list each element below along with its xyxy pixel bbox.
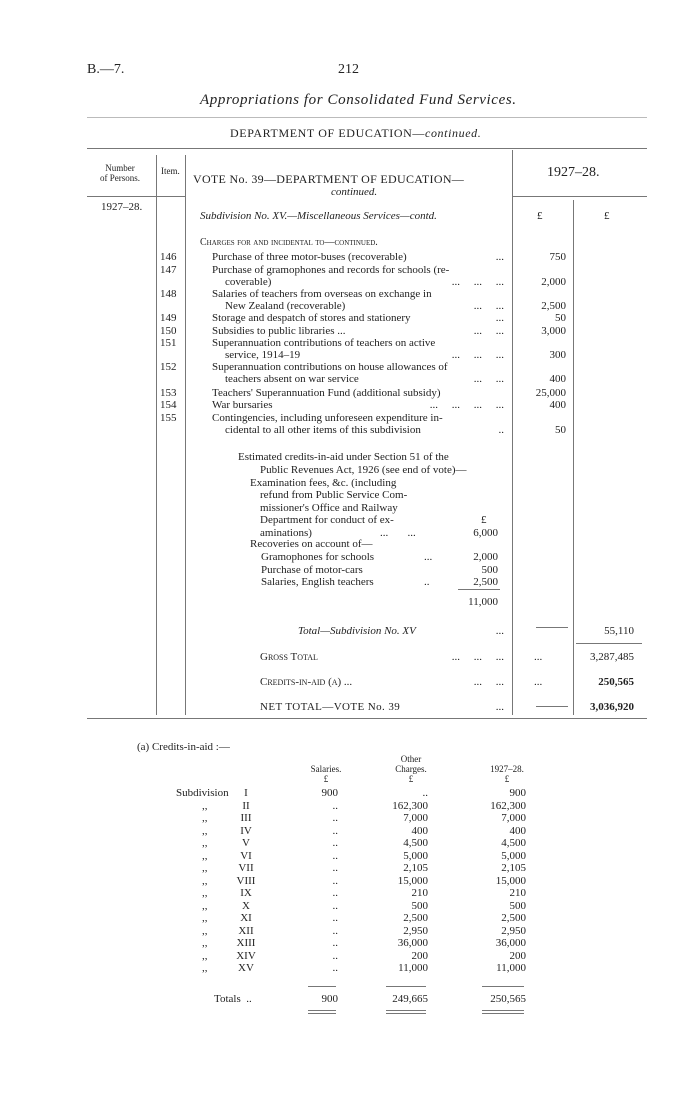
title-rule xyxy=(87,117,647,118)
item-number: 149 xyxy=(160,312,177,324)
recovery-label: Salaries, English teachers xyxy=(261,576,374,588)
subdivision-roman: XIV xyxy=(236,949,256,962)
leader-dots: ... ... ... xyxy=(451,349,504,361)
subdivision-label: ,, xyxy=(202,862,208,874)
column-divider xyxy=(156,155,157,715)
item-description: New Zealand (recoverable) xyxy=(225,300,346,312)
other-charges-value: .. xyxy=(422,787,428,799)
totals-other: 249,665 xyxy=(392,993,428,1005)
total-label: Credits-in-aid (a) ... xyxy=(260,676,353,688)
credits-intro-line: Public Revenues Act, 1926 (see end of vote)— xyxy=(260,464,467,476)
salaries-value: .. xyxy=(332,824,338,837)
year-total-value: 400 xyxy=(509,824,526,837)
subdivision-roman: XV xyxy=(238,962,254,974)
subdivision-label: ,, xyxy=(202,874,208,887)
exam-line: Department for conduct of ex- xyxy=(260,514,394,527)
exam-line: missioner's Office and Railway xyxy=(260,501,398,514)
total-rule xyxy=(536,706,568,707)
subdivision-label: ,, xyxy=(202,912,208,924)
page-title: Appropriations for Consolidated Fund Services. xyxy=(200,92,517,108)
double-rule xyxy=(386,1010,426,1011)
exam-line: refund from Public Service Com- xyxy=(260,489,408,502)
double-rule xyxy=(482,1010,524,1011)
vote-heading-continued: continued. xyxy=(331,186,378,198)
other-header-line: Other xyxy=(400,754,422,764)
subdivision-roman: XIII xyxy=(236,937,256,949)
year-header-line: £ xyxy=(504,774,510,784)
charges-heading: Charges for and incidental to—continued. xyxy=(200,237,378,248)
total-rule xyxy=(576,643,642,644)
leader-dots: ... ... ... ... xyxy=(429,399,504,411)
subdivision-title: Subdivision No. XV.—Miscellaneous Services—contd. xyxy=(200,210,437,222)
item-number: 155 xyxy=(160,412,177,424)
leader-dots: ... ... xyxy=(380,527,416,539)
subdivision-roman: VII xyxy=(238,862,254,874)
year-total-value: 11,000 xyxy=(496,962,526,974)
footnote-rule xyxy=(482,986,524,987)
double-rule xyxy=(308,1013,336,1014)
totals-label: Totals xyxy=(214,993,241,1005)
other-charges-value: 200 xyxy=(411,949,428,962)
salaries-header-line: Salaries. xyxy=(310,764,342,774)
item-amount: 400 xyxy=(549,373,566,385)
column-divider xyxy=(512,150,513,715)
subdivision-roman: XI xyxy=(240,912,252,924)
leader-dots: ... ... xyxy=(473,325,504,337)
subdivision-label: ,, xyxy=(202,849,208,862)
year-total-value: 4,500 xyxy=(501,837,526,849)
total-amount: 3,287,485 xyxy=(590,651,634,663)
total-label: Total—Subdivision No. XV xyxy=(298,625,416,637)
subdivision-roman: VIII xyxy=(236,874,256,887)
other-charges-value: 2,500 xyxy=(403,912,428,924)
subdivision-label: ,, xyxy=(202,962,208,974)
leader-dots: ... xyxy=(495,251,504,263)
item-number: 154 xyxy=(160,399,177,411)
item-description: teachers absent on war service xyxy=(225,373,359,385)
total-amount: 250,565 xyxy=(598,676,634,688)
other-charges-value: 2,950 xyxy=(403,924,428,937)
item-description: Storage and despatch of stores and stationery xyxy=(212,312,411,324)
year-total-value: 7,000 xyxy=(501,812,526,824)
persons-header-rule xyxy=(87,196,155,197)
recovery-amount: 500 xyxy=(481,564,498,576)
leader-dots: .. xyxy=(498,424,504,436)
year-total-value: 2,500 xyxy=(501,912,526,924)
subdivision-label: ,, xyxy=(202,824,208,837)
persons-header-line: Number xyxy=(105,163,135,173)
exam-amount: 6,000 xyxy=(473,527,498,539)
item-amount: 750 xyxy=(549,251,566,263)
other-header-line: £ xyxy=(408,774,414,784)
total-label: Gross Total xyxy=(260,651,318,663)
footnote-rule xyxy=(386,986,426,987)
year-total-value: 2,950 xyxy=(501,924,526,937)
item-description: cidental to all other items of this subdivision xyxy=(225,424,421,436)
other-charges-value: 5,000 xyxy=(403,849,428,862)
credits-intro-line: Estimated credits-in-aid under Section 51 of the xyxy=(238,451,449,463)
subdivision-label: ,, xyxy=(202,899,208,912)
total-label: NET TOTAL—VOTE No. 39 xyxy=(260,701,401,713)
item-number: 151 xyxy=(160,337,177,349)
total-rule xyxy=(536,627,568,628)
item-amount: 2,500 xyxy=(541,300,566,312)
department-continued: continued. xyxy=(425,126,482,140)
item-number: 153 xyxy=(160,387,177,399)
year-total-value: 5,000 xyxy=(501,849,526,862)
subdivision-label: ,, xyxy=(202,812,208,824)
subdivision-roman: V xyxy=(242,837,250,849)
subdivision-roman: X xyxy=(242,899,250,912)
item-amount: 50 xyxy=(555,312,566,324)
item-amount: 2,000 xyxy=(541,276,566,288)
pound-sign: £ xyxy=(537,210,543,222)
item-description: Purchase of three motor-buses (recoverable) xyxy=(212,251,407,263)
item-amount: 50 xyxy=(555,424,566,436)
item-amount: 3,000 xyxy=(541,325,566,337)
item-description: Purchase of gramophones and records for schools (re- xyxy=(212,264,450,276)
salaries-value: .. xyxy=(332,874,338,887)
persons-header-line: of Persons. xyxy=(100,173,140,183)
subdivision-label: Subdivision xyxy=(176,787,229,799)
subdivision-roman: II xyxy=(242,799,250,812)
year-header-rule xyxy=(512,196,647,197)
subdivision-roman: I xyxy=(244,787,248,799)
column-divider xyxy=(573,200,574,715)
total-amount: 55,110 xyxy=(604,625,634,637)
year-total-value: 500 xyxy=(509,899,526,912)
subdivision-label: ,, xyxy=(202,949,208,962)
other-charges-value: 11,000 xyxy=(398,962,428,974)
subdivision-label: ,, xyxy=(202,837,208,849)
year-total-value: 2,105 xyxy=(501,862,526,874)
subdivision-roman: III xyxy=(240,812,252,824)
leader-dots: ... xyxy=(495,312,504,324)
salaries-value: .. xyxy=(332,962,338,974)
double-rule xyxy=(386,1013,426,1014)
footnote-rule xyxy=(308,986,336,987)
item-description: Subsidies to public libraries ... xyxy=(212,325,346,337)
year-total-value: 15,000 xyxy=(495,874,526,887)
other-charges-value: 36,000 xyxy=(397,937,428,949)
recovery-amount: 2,000 xyxy=(473,551,498,563)
salaries-value: 900 xyxy=(321,787,338,799)
salaries-value: .. xyxy=(332,949,338,962)
pound-sign: £ xyxy=(604,210,610,222)
salaries-value: .. xyxy=(332,899,338,912)
credits-subtotal: 11,000 xyxy=(468,596,498,608)
subdivision-label: ,, xyxy=(202,799,208,812)
item-description: Salaries of teachers from overseas on exchange in xyxy=(212,288,432,300)
totals-year: 250,565 xyxy=(490,993,526,1005)
item-column-header: Item. xyxy=(161,166,180,176)
department-name: DEPARTMENT OF EDUCATION— xyxy=(230,126,426,140)
page-number: 212 xyxy=(338,62,359,77)
item-description: Superannuation contributions on house allowances of xyxy=(212,361,448,373)
other-charges-value: 2,105 xyxy=(403,862,428,874)
salaries-header-line: £ xyxy=(323,774,329,784)
item-description: service, 1914–19 xyxy=(225,349,301,361)
table-bottom-rule xyxy=(87,718,647,719)
exam-line: aminations) xyxy=(260,526,312,539)
leader-dots: ... xyxy=(534,651,543,663)
subtotal-rule xyxy=(458,589,500,590)
persons-year: 1927–28. xyxy=(101,201,143,213)
year-header-line: 1927–28. xyxy=(490,764,524,774)
item-number: 146 xyxy=(160,251,177,263)
salaries-column-header xyxy=(296,764,356,784)
leader-dots: ... ... xyxy=(473,300,504,312)
subdivision-roman: IX xyxy=(240,887,252,899)
salaries-value: .. xyxy=(332,837,338,849)
persons-column-header xyxy=(88,163,152,183)
leader-dots: ... xyxy=(534,676,543,688)
subdivision-roman: IV xyxy=(240,824,252,837)
item-description: Teachers' Superannuation Fund (additional subsidy) xyxy=(212,387,441,399)
department-heading xyxy=(230,126,481,141)
leader-dots: ... xyxy=(424,551,433,563)
year-column-header xyxy=(472,764,542,784)
salaries-value: .. xyxy=(332,924,338,937)
other-charges-value: 210 xyxy=(411,887,428,899)
column-divider xyxy=(185,155,186,715)
leader-dots: ... ... ... xyxy=(451,651,504,663)
item-description: Contingencies, including unforeseen expenditure in- xyxy=(212,412,443,424)
table-top-rule xyxy=(87,148,647,149)
year-total-value: 210 xyxy=(509,887,526,899)
subdivision-roman: VI xyxy=(240,849,252,862)
item-amount: 300 xyxy=(549,349,566,361)
other-charges-value: 4,500 xyxy=(403,837,428,849)
double-rule xyxy=(308,1010,336,1011)
other-charges-column-header xyxy=(376,754,446,784)
subdivision-label: ,, xyxy=(202,887,208,899)
year-total-value: 162,300 xyxy=(490,799,526,812)
item-number: 147 xyxy=(160,264,177,276)
other-charges-value: 15,000 xyxy=(397,874,428,887)
year-total-value: 36,000 xyxy=(495,937,526,949)
other-charges-value: 7,000 xyxy=(403,812,428,824)
salaries-value: .. xyxy=(332,799,338,812)
leader-dots: ... xyxy=(495,701,504,713)
year-header: 1927–28. xyxy=(547,165,600,180)
other-charges-value: 162,300 xyxy=(392,799,428,812)
item-description: War bursaries xyxy=(212,399,273,411)
vote-heading: VOTE No. 39—DEPARTMENT OF EDUCATION— xyxy=(193,172,465,186)
item-amount: 25,000 xyxy=(535,387,566,399)
item-amount: 400 xyxy=(549,399,566,411)
totals-row-label xyxy=(214,993,252,1005)
leader-dots: ... ... xyxy=(473,676,504,688)
subdivision-label: ,, xyxy=(202,924,208,937)
item-number: 150 xyxy=(160,325,177,337)
salaries-value: .. xyxy=(332,937,338,949)
leader-dots: ... ... xyxy=(473,373,504,385)
footnote-title: (a) Credits-in-aid :— xyxy=(137,741,230,753)
leader-dots: .. xyxy=(424,576,430,588)
recovery-amount: 2,500 xyxy=(473,576,498,588)
total-amount: 3,036,920 xyxy=(590,701,634,713)
salaries-value: .. xyxy=(332,849,338,862)
recovery-label: Purchase of motor-cars xyxy=(261,564,363,576)
recovery-label: Gramophones for schools xyxy=(261,551,375,563)
totals-salaries: 900 xyxy=(321,993,338,1005)
salaries-value: .. xyxy=(332,912,338,924)
other-header-line: Charges. xyxy=(395,764,427,774)
report-reference: B.—7. xyxy=(87,62,125,77)
subdivision-label: ,, xyxy=(202,937,208,949)
item-description: coverable) xyxy=(225,276,272,288)
year-total-value: 900 xyxy=(509,787,526,799)
subdivision-roman: XII xyxy=(238,924,254,937)
exam-pound: £ xyxy=(481,514,487,526)
salaries-value: .. xyxy=(332,887,338,899)
item-number: 152 xyxy=(160,361,177,373)
other-charges-value: 500 xyxy=(411,899,428,912)
salaries-value: .. xyxy=(332,862,338,874)
recoveries-heading: Recoveries on account of— xyxy=(250,538,373,550)
leader-dots: ... ... ... xyxy=(451,276,504,288)
item-description: Superannuation contributions of teachers on active xyxy=(212,337,436,349)
other-charges-value: 400 xyxy=(411,824,428,837)
item-header-rule xyxy=(155,196,185,197)
double-rule xyxy=(482,1013,524,1014)
year-total-value: 200 xyxy=(509,949,526,962)
exam-line: Examination fees, &c. (including xyxy=(250,477,397,489)
leader-dots: ... xyxy=(495,625,504,637)
credits-intro xyxy=(238,451,467,477)
leader-dots: .. xyxy=(246,993,252,1005)
item-number: 148 xyxy=(160,288,177,300)
salaries-value: .. xyxy=(332,812,338,824)
